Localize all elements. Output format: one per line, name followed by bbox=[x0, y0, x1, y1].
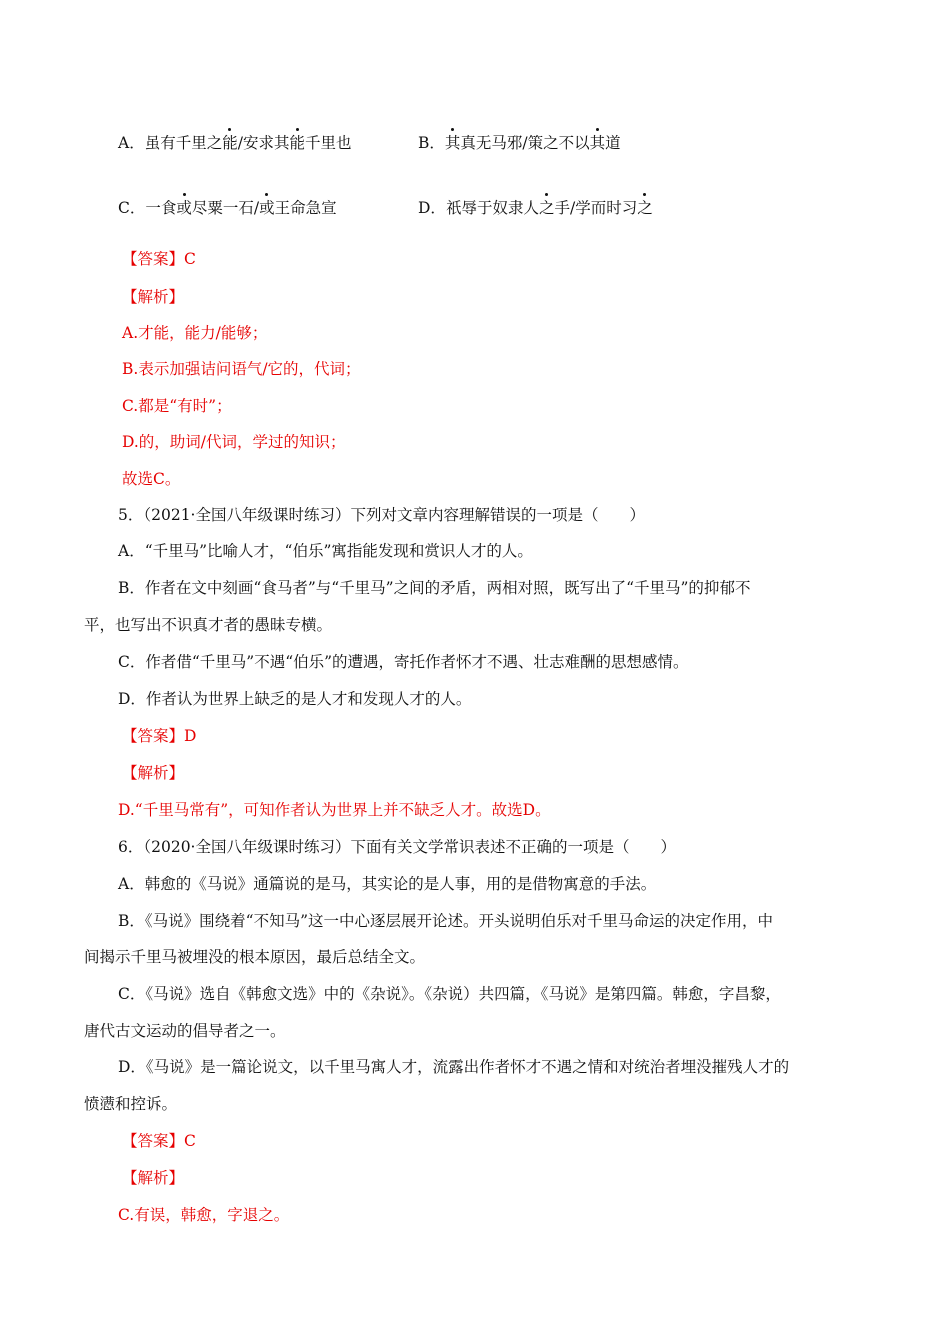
analysis-line: A.才能，能力/能够； bbox=[122, 324, 268, 342]
option-c: C．作者借“千里马”不遇“伯乐”的遭遇，寄托作者怀才不遇、壮志难酬的思想感情。 bbox=[118, 653, 689, 671]
option-d: D．祇辱于奴隶人之手/学而时习之 bbox=[418, 199, 653, 217]
answer-value: D bbox=[184, 727, 197, 745]
analysis-tag: 【解析】 bbox=[122, 288, 185, 306]
option-d: D．《马说》是一篇论说文，以千里马寓人才，流露出作者怀才不遇之情和对统治者埋没摧残人才的 bbox=[118, 1058, 790, 1076]
answer-value: C bbox=[184, 1132, 196, 1150]
option-b: B．《马说》围绕着“不知马”这一中心逐层展开论述。开头说明伯乐对千里马命运的决定作用，中 bbox=[118, 912, 773, 930]
option-letter: C． bbox=[118, 199, 146, 217]
emphasis-char: 或 bbox=[259, 199, 275, 217]
question-stem: 6．（2020·全国八年级课时练习）下面有关文学常识表述不正确的一项是（ ） bbox=[118, 838, 676, 856]
emphasis-char: 之 bbox=[637, 199, 653, 217]
option-letter: D． bbox=[418, 199, 446, 217]
answer-line bbox=[122, 248, 196, 270]
option-b: B．其真无马邪/策之不以其道 bbox=[418, 134, 621, 152]
option-b-continued: 间揭示千里马被埋没的根本原因，最后总结全文。 bbox=[84, 948, 426, 966]
answer-tag: 【答案】 bbox=[122, 727, 185, 745]
answer-value: C bbox=[184, 250, 196, 268]
option-c-continued: 唐代古文运动的倡导者之一。 bbox=[84, 1022, 286, 1040]
emphasis-char: 之 bbox=[538, 199, 555, 217]
option-a: A．韩愈的《马说》通篇说的是马，其实论的是人事，用的是借物寓意的手法。 bbox=[118, 875, 657, 893]
analysis-line: C.有误，韩愈，字退之。 bbox=[118, 1206, 290, 1224]
option-letter: A． bbox=[118, 134, 145, 152]
option-b: B．作者在文中刻画“食马者”与“千里马”之间的矛盾，两相对照，既写出了“千里马”的抑郁不 bbox=[118, 579, 751, 597]
analysis-line: C.都是“有时”； bbox=[122, 397, 232, 415]
analysis-line: 故选C。 bbox=[122, 470, 181, 488]
emphasis-char: 或 bbox=[176, 199, 192, 217]
question-stem: 5．（2021·全国八年级课时练习）下列对文章内容理解错误的一项是（ ） bbox=[118, 506, 645, 524]
analysis-line: D.的，助词/代词，学过的知识； bbox=[122, 433, 346, 451]
analysis-line: D.“千里马常有”，可知作者认为世界上并不缺乏人才。故选D。 bbox=[118, 801, 551, 819]
analysis-line: B.表示加强诘问语气/它的，代词； bbox=[122, 360, 361, 378]
emphasis-char: 其 bbox=[589, 134, 606, 152]
emphasis-char: 能 bbox=[222, 134, 238, 152]
answer-line bbox=[122, 1130, 196, 1152]
answer-tag: 【答案】 bbox=[122, 250, 185, 268]
emphasis-char: 能 bbox=[289, 134, 305, 152]
answer-line bbox=[122, 725, 196, 747]
option-a: A．“千里马”比喻人才，“伯乐”寓指能发现和赏识人才的人。 bbox=[118, 542, 533, 560]
option-b-continued: 平，也写出不识真才者的愚昧专横。 bbox=[84, 616, 333, 634]
analysis-tag: 【解析】 bbox=[122, 764, 185, 782]
option-c: C．《马说》选自《韩愈文选》中的《杂说》。《杂说）共四篇，《马说》是第四篇。韩愈，字昌黎， bbox=[118, 985, 781, 1003]
option-a: A．虽有千里之能/安求其能千里也 bbox=[118, 134, 352, 152]
option-d: D．作者认为世界上缺乏的是人才和发现人才的人。 bbox=[118, 690, 472, 708]
option-c: C．一食或尽粟一石/或王命急宣 bbox=[118, 199, 337, 217]
option-d-continued: 愤懑和控诉。 bbox=[84, 1095, 178, 1113]
analysis-tag: 【解析】 bbox=[122, 1169, 185, 1187]
option-letter: B． bbox=[418, 134, 445, 152]
answer-tag: 【答案】 bbox=[122, 1132, 185, 1150]
emphasis-char: 其 bbox=[444, 134, 461, 152]
